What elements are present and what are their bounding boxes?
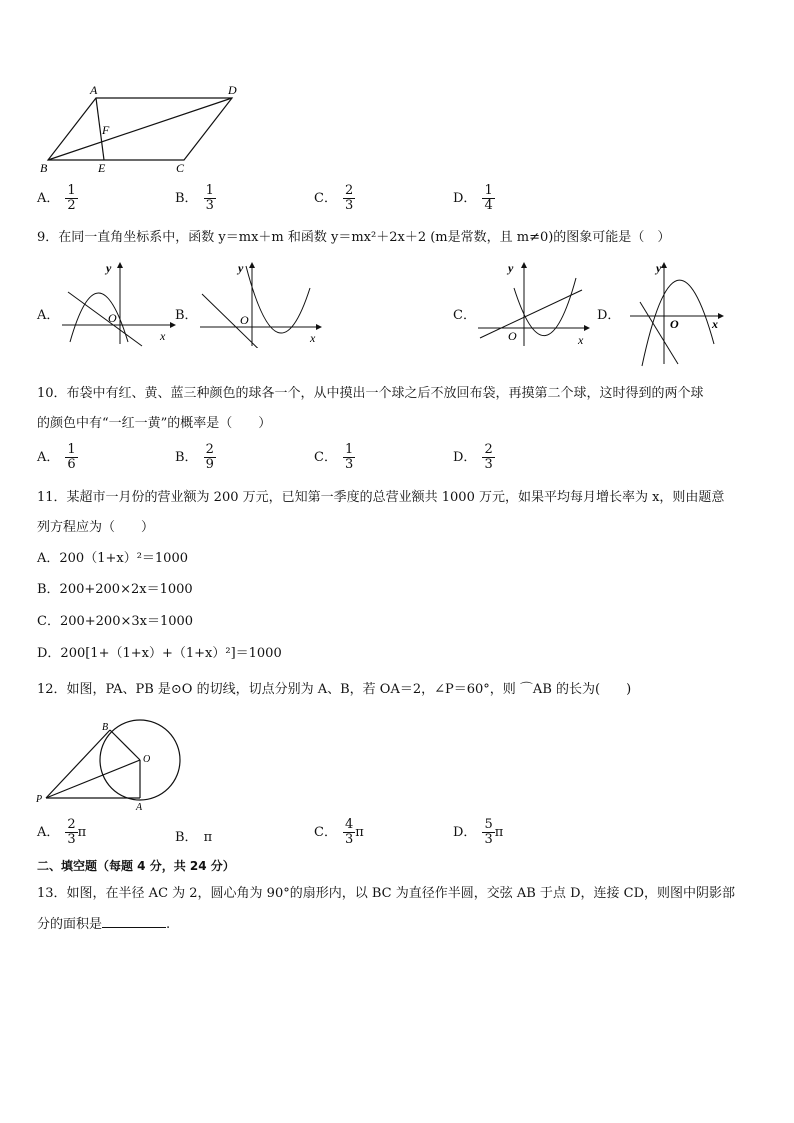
q9-question-text: 9．在同一直角坐标系中，函数 y＝mx＋m 和函数 y＝mx²＋2x＋2 (m是常数，且 m≠0)的图象可能是（ ） — [37, 230, 671, 245]
axis-x-label: x — [578, 333, 584, 347]
axis-x-label: x — [160, 329, 166, 343]
axis-y-label: y — [106, 261, 112, 275]
q13-question-line1: 13．如图，在半径 AC 为 2，圆心角为 90°的扇形内，以 BC 为直径作半圆，交弦 AB 于点 D，连接 CD，则图中阴影部 — [37, 886, 735, 901]
q10-option-b[interactable]: B． $\frac{2}{9}$ — [175, 442, 214, 472]
fraction: $\frac{2}{3}$ — [484, 442, 493, 472]
axis-x-label: x — [712, 317, 718, 331]
q12-circle-tangent-figure — [34, 718, 194, 814]
q12-label-a: A — [136, 802, 143, 813]
q12-label-p: P — [36, 794, 43, 805]
q11-option-d[interactable]: D．200[1+（1+x）+（1+x）²]＝1000 — [37, 646, 282, 661]
q8-label-c: C — [176, 161, 185, 174]
fraction: $\frac{4}{3}$ — [344, 817, 354, 847]
q12-label-o: O — [143, 754, 151, 765]
q9-graph-d[interactable] — [626, 258, 730, 368]
section-2-heading: 二、填空题（每题 4 分，共 24 分） — [37, 859, 235, 873]
q13-answer-blank[interactable] — [102, 915, 166, 928]
origin-label: O — [508, 329, 517, 343]
q11-option-b[interactable]: B．200+200×2x＝1000 — [37, 582, 193, 597]
q12-option-d[interactable]: D． $\frac{5}{3}$ π — [453, 817, 504, 847]
q12-question-text: 12．如图，PA、PB 是⊙O 的切线，切点分别为 A、B，若 OA＝2，∠P＝60°，则 ⌒AB 的长为( ) — [37, 682, 632, 697]
fraction: $\frac{1}{2}$ — [67, 183, 76, 213]
q10-option-c[interactable]: C． $\frac{1}{3}$ — [314, 442, 354, 472]
q8-option-a[interactable]: A． $\frac{1}{2}$ — [37, 183, 76, 213]
axis-y-label: y — [238, 261, 244, 275]
q9-option-a-label[interactable]: A． — [37, 308, 60, 323]
q9-option-c-label[interactable]: C． — [453, 308, 476, 323]
q9-graph-c[interactable] — [474, 258, 594, 348]
fraction: $\frac{1}{6}$ — [67, 442, 76, 472]
q10-question-line2: 的颜色中有“一红一黄”的概率是（ ） — [37, 416, 272, 431]
q12-option-c[interactable]: C． $\frac{4}{3}$ π — [314, 817, 364, 847]
q8-option-c[interactable]: C． $\frac{2}{3}$ — [314, 183, 354, 213]
q8-label-d: D — [228, 83, 237, 97]
q8-label-f: F — [102, 123, 110, 137]
fraction: $\frac{1}{4}$ — [484, 183, 493, 213]
fraction: $\frac{1}{3}$ — [205, 183, 214, 213]
fraction: $\frac{2}{3}$ — [67, 817, 76, 847]
origin-label: O — [240, 313, 249, 327]
fraction: $\frac{2}{9}$ — [205, 442, 214, 472]
q9-graph-a[interactable] — [58, 258, 178, 348]
axis-y-label: y — [656, 261, 662, 275]
q9-option-d-label[interactable]: D． — [597, 308, 621, 323]
axis-x-label: x — [310, 331, 316, 345]
q11-option-c[interactable]: C．200+200×3x＝1000 — [37, 614, 194, 629]
q8-option-b[interactable]: B． $\frac{1}{3}$ — [175, 183, 214, 213]
q8-parallelogram-figure — [36, 82, 256, 174]
q9-option-b-label[interactable]: B． — [175, 308, 198, 323]
q12-label-b: B — [102, 722, 109, 733]
q8-option-d[interactable]: D． $\frac{1}{4}$ — [453, 183, 493, 213]
q12-option-a[interactable]: A． $\frac{2}{3}$ π — [37, 817, 87, 847]
q11-option-a[interactable]: A．200（1+x）²＝1000 — [37, 551, 188, 566]
q9-graph-b[interactable] — [196, 258, 326, 348]
origin-label: O — [670, 317, 679, 331]
origin-label: O — [108, 311, 117, 325]
axis-y-label: y — [508, 261, 514, 275]
q10-question-line1: 10．布袋中有红、黄、蓝三种颜色的球各一个，从中摸出一个球之后不放回布袋，再摸第二个球，这时得到的两个球 — [37, 386, 704, 401]
q8-label-a: A — [90, 83, 98, 97]
fraction: $\frac{1}{3}$ — [344, 442, 354, 472]
q11-question-line1: 11．某超市一月份的营业额为 200 万元，已知第一季度的总营业额共 1000 万元，如果平均每月增长率为 x，则由题意 — [37, 490, 725, 505]
fraction: $\frac{2}{3}$ — [344, 183, 354, 213]
q10-option-a[interactable]: A． $\frac{1}{6}$ — [37, 442, 76, 472]
q13-question-line2: 分的面积是 . — [37, 917, 171, 932]
fraction: $\frac{5}{3}$ — [484, 817, 493, 847]
q10-option-d[interactable]: D． $\frac{2}{3}$ — [453, 442, 493, 472]
q11-question-line2: 列方程应为（ ） — [37, 520, 155, 535]
q8-label-b: B — [40, 161, 48, 174]
q12-option-b[interactable]: B． π — [175, 830, 213, 845]
q8-label-e: E — [98, 161, 106, 174]
